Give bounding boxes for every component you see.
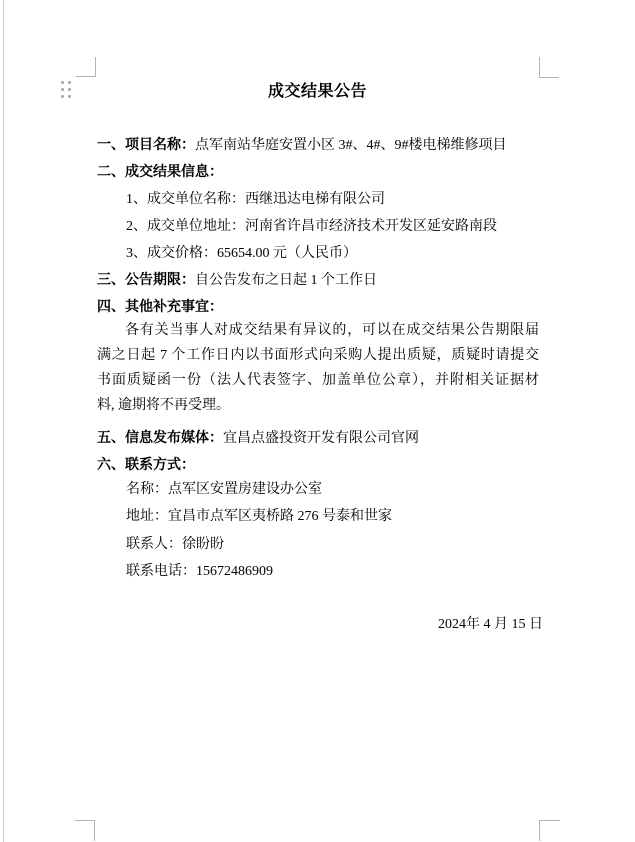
document-title: 成交结果公告	[267, 83, 367, 100]
section-label: 一、项目名称：	[97, 138, 195, 153]
section-result-info	[97, 164, 223, 181]
window-left-border	[3, 0, 4, 842]
supplement-paragraph-line: 料, 逾期将不再受理。	[97, 398, 230, 413]
section-project-name	[97, 137, 507, 154]
section-label: 六、联系方式：	[97, 458, 195, 473]
section-value: 点军南站华庭安置小区 3#、4#、9#楼电梯维修项目	[195, 138, 507, 153]
section-label: 二、成交结果信息：	[97, 165, 223, 180]
contact-address: 地址：宜昌市点军区夷桥路 276 号泰和世家	[126, 509, 392, 524]
supplement-paragraph-line: 书面质疑函一份（法人代表签字、加盖单位公章），并附相关证据材	[97, 373, 539, 388]
contact-person: 联系人：徐盼盼	[126, 537, 224, 552]
supplement-paragraph-line: 各有关当事人对成交结果有异议的，可以在成交结果公告期限届	[125, 323, 539, 338]
contact-phone: 联系电话：15672486909	[126, 564, 273, 579]
section-supplementary	[97, 299, 223, 316]
section-label: 五、信息发布媒体：	[97, 431, 223, 446]
section-notice-period	[97, 272, 377, 289]
section-publish-media	[97, 430, 419, 447]
section-label: 三、公告期限：	[97, 273, 195, 288]
section-value: 宜昌点盛投资开发有限公司官网	[223, 431, 419, 446]
contact-name: 名称：点军区安置房建设办公室	[126, 482, 322, 497]
section-label: 四、其他补充事宜：	[97, 300, 223, 315]
section-contact	[97, 457, 195, 474]
document-date: 2024年 4 月 15 日	[438, 617, 543, 632]
supplement-paragraph-line: 满之日起 7 个工作日内以书面形式向采购人提出质疑，质疑时请提交	[97, 348, 539, 363]
result-item-supplier-name: 1、成交单位名称：西继迅达电梯有限公司	[126, 192, 385, 207]
text-boundary-mark-top-right-icon	[539, 57, 559, 78]
text-boundary-mark-bottom-right-icon	[539, 820, 560, 841]
text-boundary-mark-top-left-icon	[76, 57, 96, 77]
result-item-price: 3、成交价格：65654.00 元（人民币）	[126, 246, 357, 261]
text-boundary-mark-bottom-left-icon	[75, 820, 95, 841]
section-value: 自公告发布之日起 1 个工作日	[195, 273, 377, 288]
result-item-supplier-address: 2、成交单位地址：河南省许昌市经济技术开发区延安路南段	[126, 219, 497, 234]
